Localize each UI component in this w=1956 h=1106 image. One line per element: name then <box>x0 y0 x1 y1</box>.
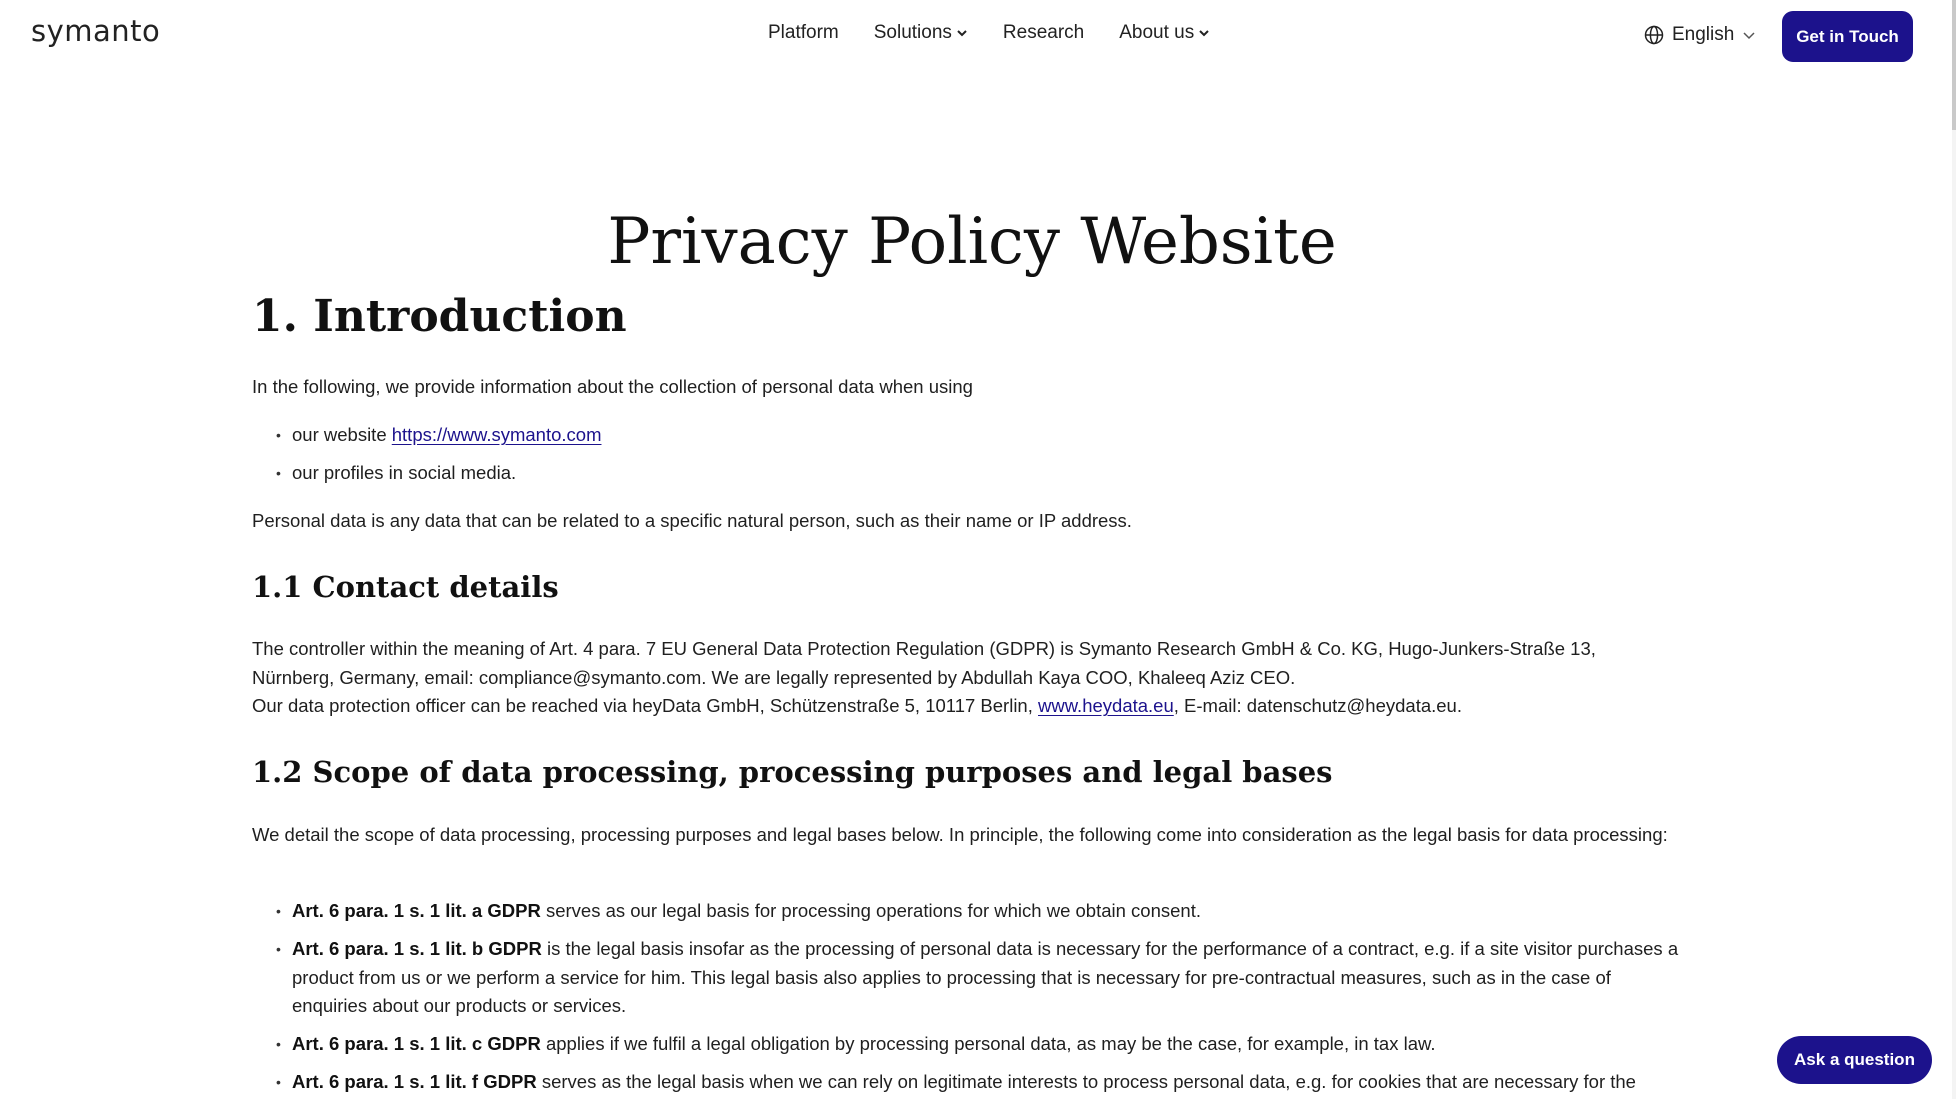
intro-paragraph: In the following, we provide information about the collection of personal data when using <box>252 376 973 397</box>
personal-data-definition: Personal data is any data that can be related to a specific natural person, such as their name or IP address. <box>252 510 1132 531</box>
language-selector[interactable] <box>1644 24 1756 46</box>
list-item <box>252 1068 1682 1097</box>
heydata-link[interactable]: www.heydata.eu <box>1038 695 1174 716</box>
nav-solutions-label: Solutions <box>873 22 952 43</box>
nav-solutions[interactable] <box>874 22 968 44</box>
dpo-text-suffix: , E-mail: datenschutz@heydata.eu. <box>1173 695 1462 716</box>
list-item <box>252 935 1682 1021</box>
globe-icon <box>1644 25 1664 45</box>
nav-platform[interactable] <box>768 22 839 44</box>
section-heading-scope: 1.2 Scope of data processing, processing purposes and legal bases <box>252 755 1333 789</box>
symanto-logo[interactable]: symanto <box>31 14 161 48</box>
legal-basis-label: Art. 6 para. 1 s. 1 lit. b GDPR <box>292 938 542 959</box>
ask-question-button[interactable]: Ask a question <box>1777 1036 1932 1084</box>
legal-basis-text: applies if we fulfil a legal obligation by processing personal data, as may be the case, for example, in tax law. <box>540 1033 1436 1054</box>
legal-bases-list <box>252 897 1682 1106</box>
legal-basis-text: is the legal basis insofar as the processing of personal data is necessary for the performance of a contract, e.g. if a site visitor purchases a product from us or we perform a service for him. This legal basis also applies to processing that is necessary for pre-contractual measures, such as in the case of enquiries about our products or services. <box>292 938 1679 1016</box>
section-heading-contact-details: 1.1 Contact details <box>252 570 559 604</box>
get-in-touch-button[interactable]: Get in Touch <box>1782 11 1913 62</box>
main-nav <box>768 22 1245 44</box>
scope-intro-paragraph: We detail the scope of data processing, processing purposes and legal bases below. In principle, the following come into consideration as the legal basis for data processing: <box>252 824 1668 845</box>
controller-text: The controller within the meaning of Art. 4 para. 7 EU General Data Protection Regulation (GDPR) is Symanto Research GmbH & Co. KG, Hugo-Junkers-Straße 13, Nürnberg, Germany, email: compliance@symanto.com. We are legally represented by Abdullah Kaya COO, Khaleeq Aziz CEO. <box>252 638 1596 688</box>
legal-basis-label: Art. 6 para. 1 s. 1 lit. c GDPR <box>292 1033 541 1054</box>
legal-basis-label: Art. 6 para. 1 s. 1 lit. a GDPR <box>292 900 541 921</box>
page-title: Privacy Policy Website <box>607 205 1337 279</box>
site-header <box>0 0 1956 72</box>
nav-research[interactable] <box>1003 22 1084 44</box>
usage-list <box>252 421 1682 497</box>
list-item-text: our profiles in social media. <box>292 462 517 483</box>
dpo-text-prefix: Our data protection officer can be reached via heyData GmbH, Schützenstraße 5, 10117 Berlin, <box>252 695 1038 716</box>
scrollbar[interactable] <box>1952 0 1956 1099</box>
list-item <box>252 1030 1682 1059</box>
language-label: English <box>1672 24 1735 45</box>
chevron-down-icon <box>1198 27 1210 39</box>
chevron-down-icon <box>1742 28 1756 42</box>
nav-about-us-label: About us <box>1119 22 1195 43</box>
section-heading-introduction: 1. Introduction <box>252 291 627 342</box>
list-item <box>252 421 1682 450</box>
scrollbar-thumb[interactable] <box>1952 0 1956 130</box>
list-item <box>252 459 1682 488</box>
legal-basis-text: serves as the legal basis when we can rely on legitimate interests to process personal data, e.g. for cookies that are necessary for the <box>536 1071 1636 1092</box>
chevron-down-icon <box>956 27 968 39</box>
controller-paragraph <box>252 635 1682 721</box>
nav-platform-label: Platform <box>768 22 839 43</box>
website-link[interactable]: https://www.symanto.com <box>391 424 602 445</box>
list-item <box>252 897 1682 926</box>
nav-about-us[interactable] <box>1119 22 1210 44</box>
legal-basis-label: Art. 6 para. 1 s. 1 lit. f GDPR <box>292 1071 537 1092</box>
list-item-text: our website <box>292 424 392 445</box>
nav-research-label: Research <box>1002 22 1085 43</box>
legal-basis-text: serves as our legal basis for processing operations for which we obtain consent. <box>540 900 1201 921</box>
